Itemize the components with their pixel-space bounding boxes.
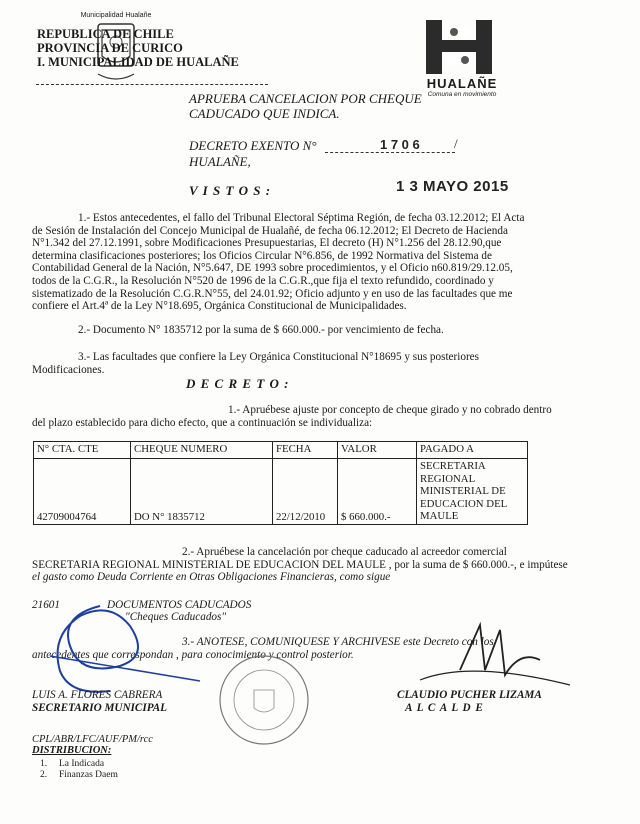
text-line ital: el gasto como Deuda Corriente en Otras Obligaciones Financieras, como sigue (32, 571, 391, 584)
header-municipality: I. MUNICIPALIDAD DE HUALAÑE (37, 55, 239, 69)
vistos-paragraph-1 (32, 212, 612, 313)
distribution-item: 1. La Indicada (40, 759, 105, 769)
seal-text: Municipalidad Hualañe (80, 12, 152, 19)
text-line: 2.- Apruébese la cancelación por cheque caducado al acreedor comercial (182, 546, 507, 558)
decreto-paragraph-1 (32, 404, 612, 429)
text-line: del plazo establecido para dicho efecto, que a continuación se individualiza: (32, 416, 373, 429)
distribution-item: 2. Finanzas Daem (40, 770, 118, 780)
table-cell: 22/12/2010 (273, 459, 338, 525)
table-header-cell: PAGADO A (417, 442, 528, 459)
header-republic: REPUBLICA DE CHILE (37, 27, 174, 41)
text-line: confiere el Art.4ª de la Ley N°18.695, Orgánica Constitucional de Municipalidades. (32, 300, 407, 313)
mayor-title: A L C A L D E (405, 702, 484, 714)
text-line: 1.- Estos antecedentes, el fallo del Tribunal Electoral Séptima Región, de fecha 03.12.2012; El Acta (78, 212, 525, 224)
table-cell: DO N° 1835712 (131, 459, 273, 525)
table-cell: SECRETARIA REGIONAL MINISTERIAL DE EDUCACION DEL MAULE (417, 459, 528, 525)
decree-place: HUALAÑE, (189, 154, 251, 169)
municipal-stamp (214, 650, 314, 750)
text-line: sistematizado de la Resolución C.G.R.N°55, del 24.01.92; Oficio adjunto y en uso de las facultades que me (32, 287, 513, 300)
table-header-cell: N° CTA. CTE (34, 442, 131, 459)
secretary-signature (40, 586, 210, 706)
decree-label: DECRETO EXENTO N° (189, 138, 317, 153)
decreto-paragraph-2 (32, 546, 622, 584)
vistos-heading: V I S T O S : (189, 183, 272, 198)
header-province: PROVINCIA DE CURICO (37, 41, 183, 55)
mayor-name: CLAUDIO PUCHER LIZAMA (397, 689, 542, 701)
text-line: antecedentes que correspondan , para conocimiento y control posterior. (32, 648, 354, 661)
hualane-logo (424, 18, 496, 76)
decree-number: 1 7 0 6 (380, 137, 420, 152)
text-line: Modificaciones. (32, 363, 105, 376)
decreto-heading: D E C R E T O : (186, 376, 290, 391)
decree-number-slash: / (454, 136, 458, 151)
secretary-title: SECRETARIO MUNICIPAL (32, 702, 168, 714)
secretary-name: LUIS A. FLORES CABRERA (32, 689, 163, 701)
account-sub: "Cheques Caducados" (125, 611, 227, 623)
logo-name: HUALAÑE (426, 76, 498, 91)
subject-line-2: CADUCADO QUE INDICA. (189, 106, 340, 121)
text-line: N°1.342 del 27.12.1991, sobre Modificaciones Presupuestarias, El decreto (H) N°1.256 del 28.12.90,que (32, 237, 502, 250)
decree-number-line (325, 152, 455, 153)
table-header-row (34, 442, 528, 459)
vistos-paragraph-2: 2.- Documento N° 1835712 por la suma de $ 660.000.- por vencimiento de fecha. (78, 324, 444, 336)
account-name: DOCUMENTOS CADUCADOS (107, 599, 252, 611)
text-line: todos de la C.G.R., la Resolución N°520 de 1996 de la C.G.R.,que fija el texto refundido, coordinado y (32, 274, 494, 287)
text-line: determina clasificaciones posteriores; los Oficios Circular N°6.856, de 1992 Normativa del Sistema de (32, 249, 492, 262)
table-header-cell: CHEQUE NUMERO (131, 442, 273, 459)
text-line: 3.- ANOTESE, COMUNIQUESE Y ARCHIVESE este Decreto con los (182, 636, 494, 648)
table-row (34, 459, 528, 525)
table-header-cell: VALOR (338, 442, 417, 459)
date-stamp: 1 3 MAYO 2015 (396, 178, 509, 195)
text-line: 1.- Apruébese ajuste por concepto de cheque girado y no cobrado dentro (228, 404, 552, 416)
table-cell: 42709004764 (34, 459, 131, 525)
subject-line-1: APRUEBA CANCELACION POR CHEQUE (189, 91, 422, 106)
distribution-label: DISTRIBUCION: (32, 745, 112, 756)
account-code: 21601 (32, 599, 60, 611)
vistos-paragraph-3 (32, 351, 612, 376)
footer-initials: CPL/ABR/LFC/AUF/PM/rcc (32, 734, 153, 745)
cheque-table (33, 441, 528, 525)
table-cell: $ 660.000.- (338, 459, 417, 525)
mayor-signature (400, 600, 580, 700)
text-line: de Sesión de Instalación del Concejo Municipal de Hualañé, de fecha 06.12.2012; El Decreto de Hacienda (32, 224, 508, 237)
logo-tagline: Comuna en movimiento (427, 91, 497, 98)
text-line: SECRETARIA REGIONAL MINISTERIAL DE EDUCACION DEL MAULE , por la suma de $ 660.000.-, e impútese (32, 558, 568, 571)
text-line: 3.- Las facultades que confiere la Ley Orgánica Constitucional N°18695 y sus posteriores (78, 351, 479, 363)
header-divider (36, 84, 268, 85)
table-header-cell: FECHA (273, 442, 338, 459)
text-line: Contabilidad General de la Nación, N°5.647, DE 1993 sobre procedimientos, y el Oficio n60.819/29.12.05, (32, 262, 513, 275)
